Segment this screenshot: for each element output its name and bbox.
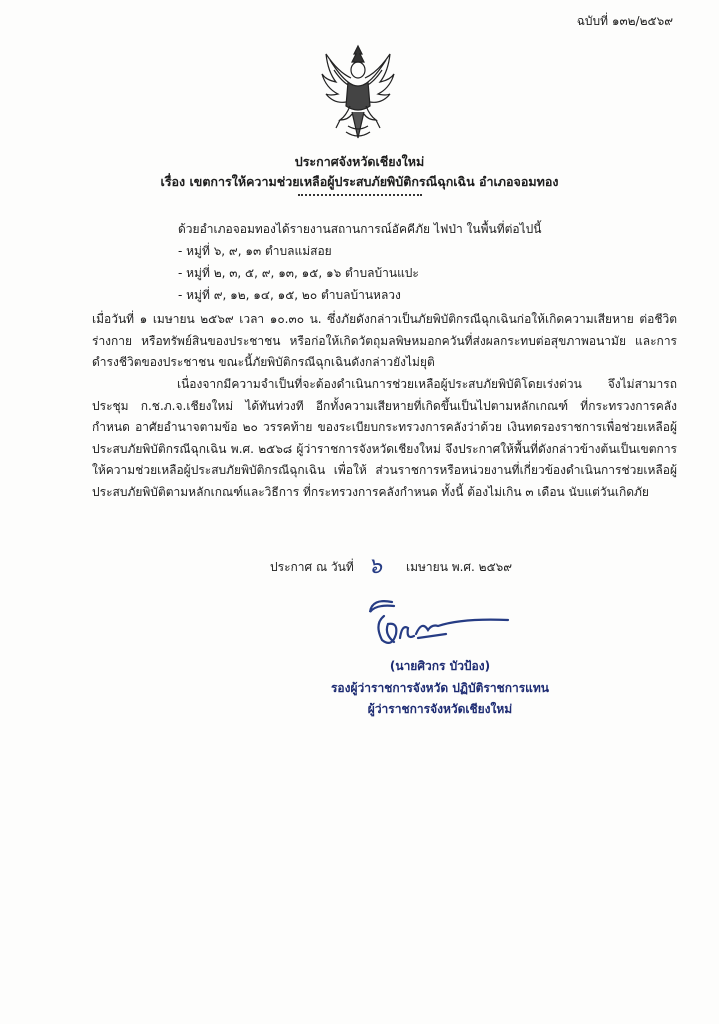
document-number: ฉบับที่ ๑๓๒/๒๕๖๙ [576,14,673,28]
announcement-subject: เรื่อง เขตการให้ความช่วยเหลือผู้ประสบภัยพิบัติกรณีฉุกเฉิน อำเภอจอมทอง [160,174,559,189]
list-item: - หมู่ที่ ๙, ๑๒, ๑๔, ๑๕, ๒๐ ตำบลบ้านหลวง [178,288,401,302]
announcement-title: ประกาศจังหวัดเชียงใหม่ [294,154,425,169]
intro-text: ด้วยอำเภอจอมทองได้รายงานสถานการณ์อัคคีภัย ไฟป่า ในพื้นที่ต่อไปนี้ [178,222,542,236]
date-month-year: เมษายน พ.ศ. ๒๕๖๙ [406,560,513,574]
dotted-divider [298,194,422,196]
list-item: - หมู่ที่ ๒, ๓, ๕, ๙, ๑๓, ๑๕, ๑๖ ตำบลบ้านแปะ [178,266,419,280]
paragraph-declaration: เนื่องจากมีความจำเป็นที่จะต้องดำเนินการช่วยเหลือผู้ประสบภัยพิบัติโดยเร่งด่วน จึงไม่สามารถประชุม ก.ช.ภ.จ.เชียงใหม่ ได้ทันท่วงที อีกทั้งความเสียหายที่เกิดขึ้นเป็นไปตามหลักเกณฑ์ ที่กระทรวงการคลังกำหนด อาศัยอำนาจตามข้อ ๒๐ วรรคท้าย ของระเบียบกระทรวงการคลังว่าด้วย เงินทดรองราชการเพื่อช่วยเหลือผู้ประสบภัยพิบัติกรณีฉุกเฉิน พ.ศ. ๒๕๖๘ ผู้ว่าราชการจังหวัดเชียงใหม่ จึงประกาศให้พื้นที่ดังกล่าวข้างต้นเป็นเขตการให้ความช่วยเหลือผู้ประสบภัยพิบัติกรณีฉุกเฉิน เพื่อให้ ส่วนราชการหรือหน่วยงานที่เกี่ยวข้องดำเนินการช่วยเหลือผู้ประสบภัยพิบัติตามหลักเกณฑ์และวิธีการ ที่กระทรวงการคลังกำหนด ทั้งนี้ ต้องไม่เกิน ๓ เดือน นับแต่วันเกิดภัย [92,377,677,499]
signature-image [362,594,512,652]
signer-office: ผู้ว่าราชการจังหวัดเชียงใหม่ [367,702,513,716]
list-item: - หมู่ที่ ๖, ๙, ๑๓ ตำบลแม่สอย [178,244,332,258]
date-day-handwritten: ๖ [368,554,382,579]
paragraph-incident: เมื่อวันที่ ๑ เมษายน ๒๕๖๙ เวลา ๑๐.๓๐ น. ซึ่งภัยดังกล่าวเป็นภัยพิบัติกรณีฉุกเฉินก่อให้เกิดความเสียหาย ต่อชีวิต ร่างกาย หรือทรัพย์สินของประชาชน หรือก่อให้เกิดวัตถุมลพิษหมอกควันที่ส่งผลกระทบต่อสุขภาพอนามัย และการดำรงชีวิตของประชาชน ขณะนี้ภัยพิบัติกรณีฉุกเฉินดังกล่าวยังไม่ยุติ [92,312,677,369]
date-prefix: ประกาศ ณ วันที่ [270,560,354,574]
signer-name: (นายศิวกร บัวป้อง) [389,659,491,673]
garuda-emblem-icon [318,42,398,144]
signer-position: รองผู้ว่าราชการจังหวัด ปฏิบัติราชการแทน [330,681,549,695]
